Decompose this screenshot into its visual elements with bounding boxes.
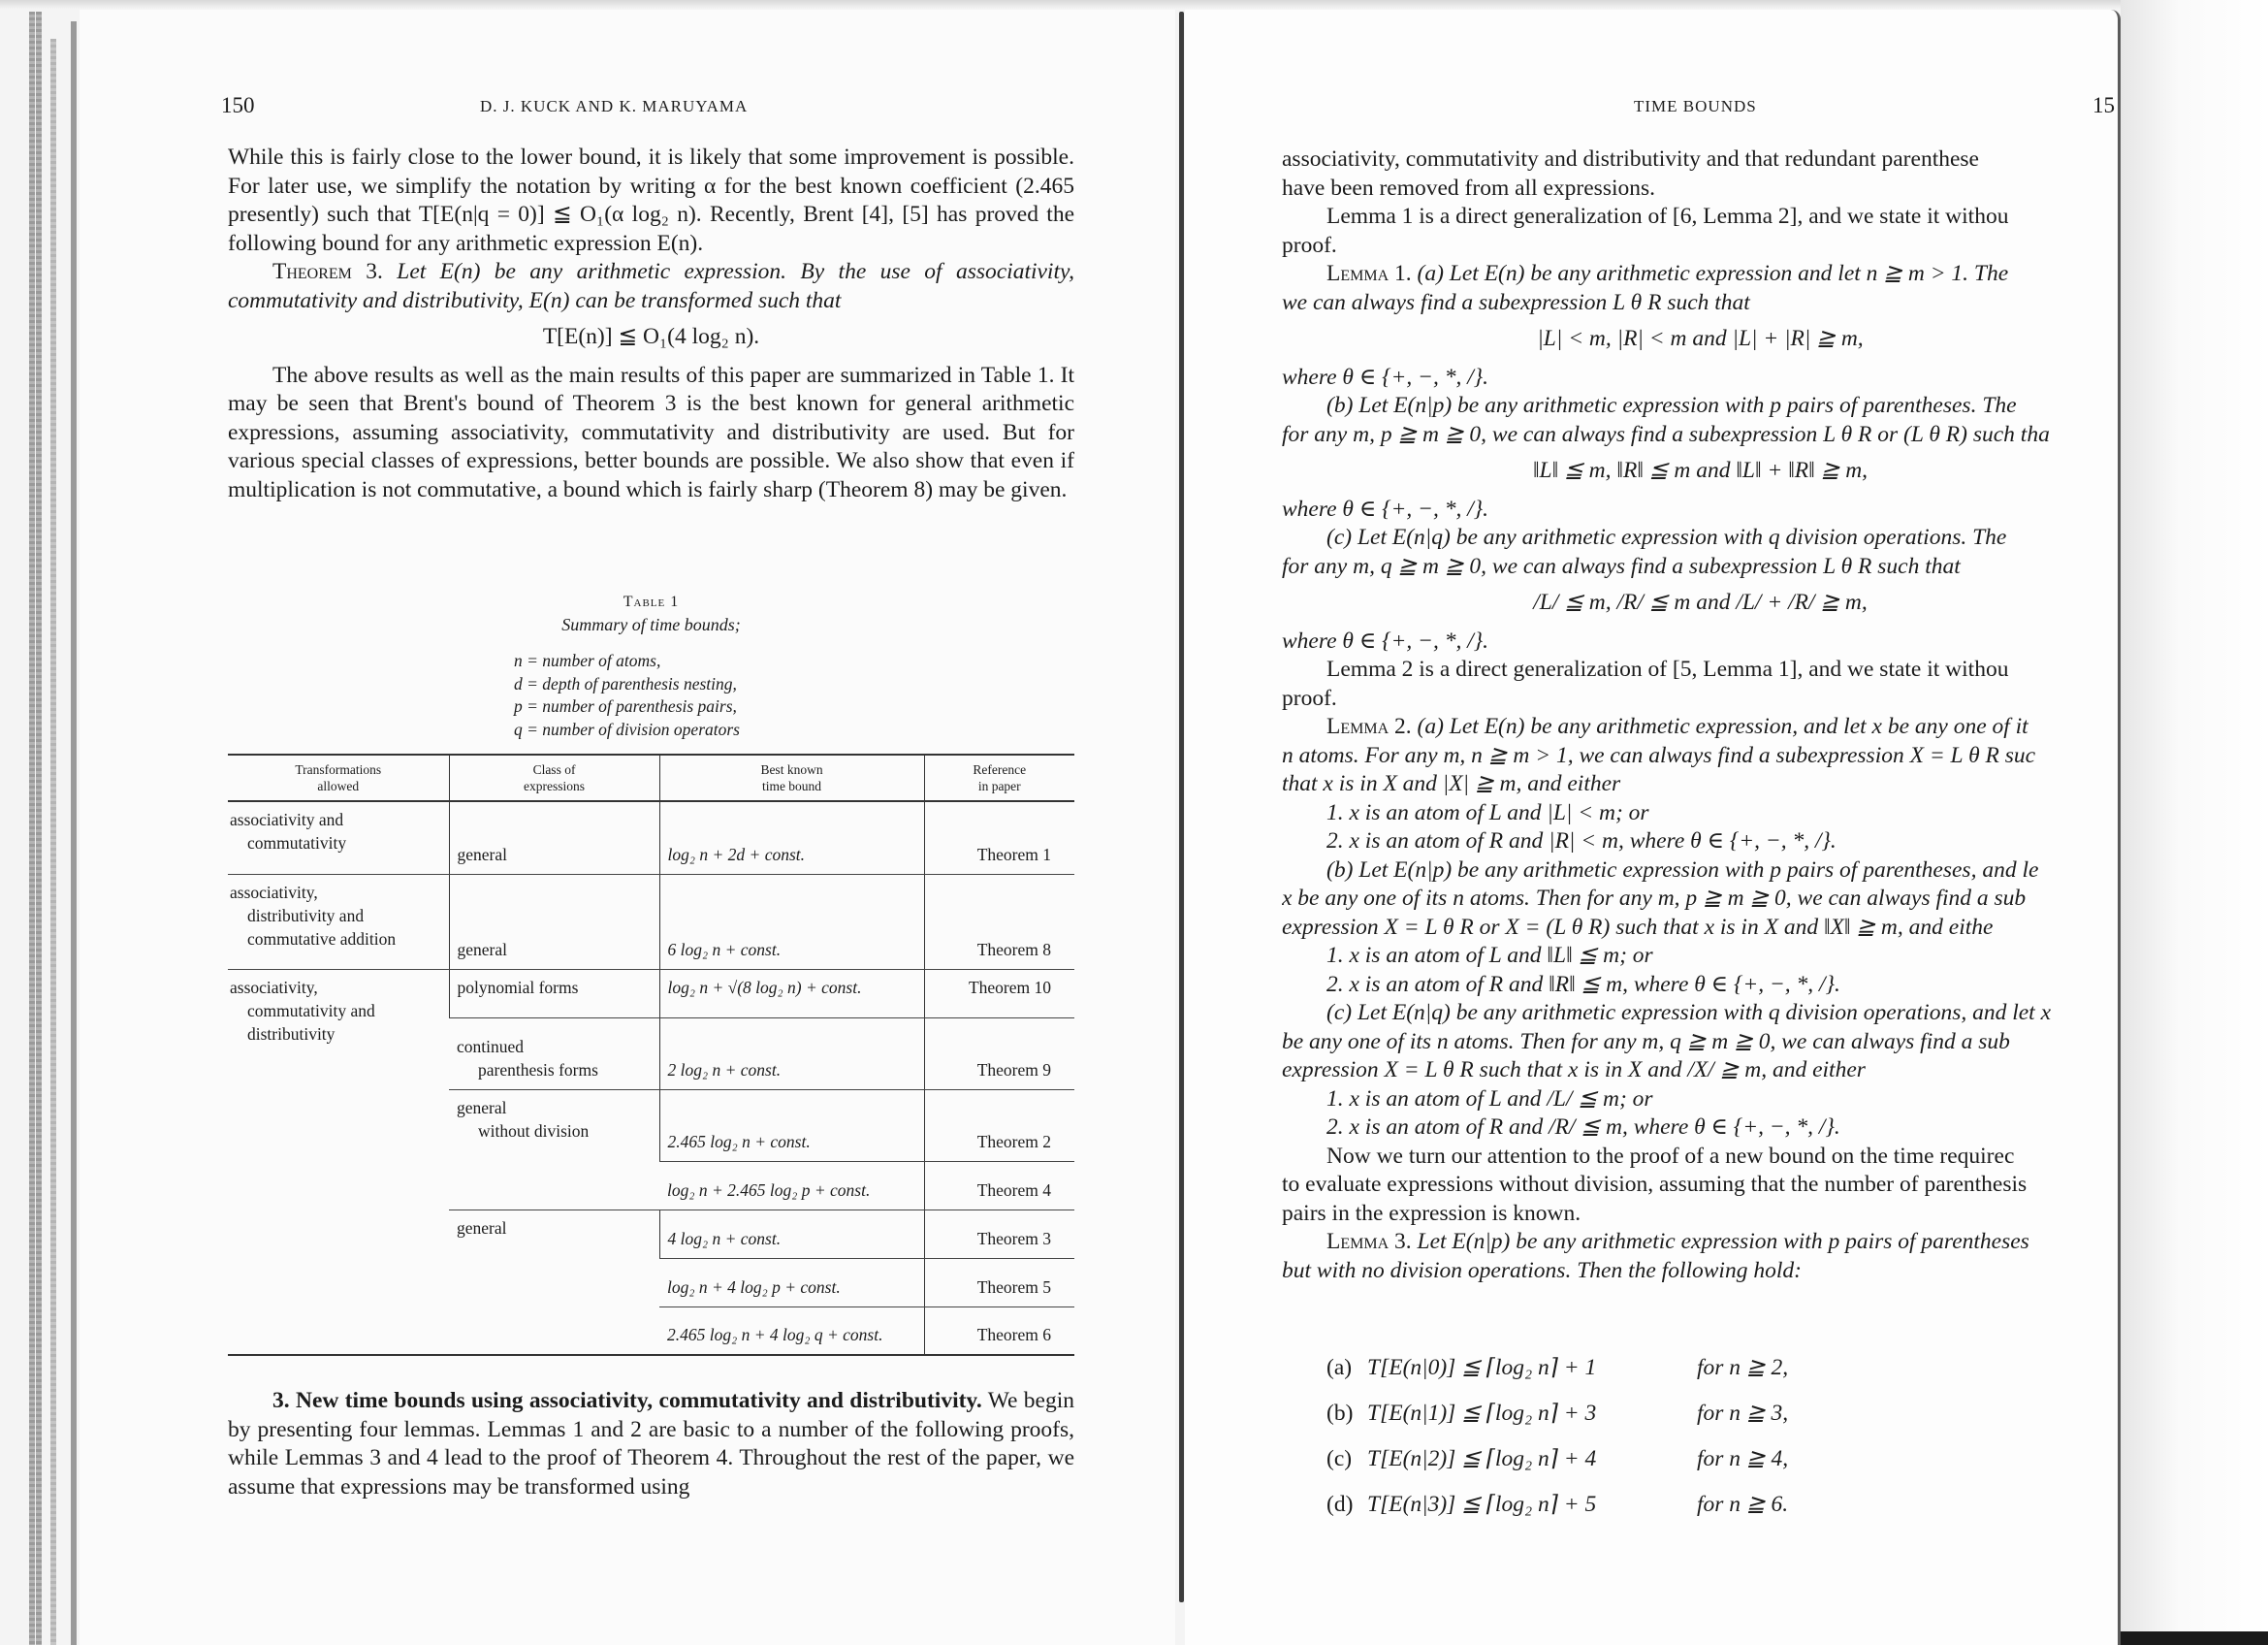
time-bounds-table (228, 754, 1074, 1356)
theorem-3 (228, 258, 1074, 315)
bound-cell: log₂ n + 2d + const. (659, 801, 924, 874)
text-line: have been removed from all expressions. (1282, 175, 1656, 201)
class-cell: general (449, 1210, 659, 1355)
theorem-text: Let E(n) be any arithmetic expression. By the use of associativity, commutativity and distributivity, E(n) can be transformed such that (228, 259, 1074, 313)
reference-cell: Theorem 5 (924, 1258, 1074, 1306)
reference-cell: Theorem 8 (924, 874, 1074, 969)
reference-cell: Theorem 1 (924, 801, 1074, 874)
table-row (228, 969, 1074, 1017)
table-label: Table 1 (623, 594, 680, 610)
text-line: proof. (1282, 232, 1337, 258)
column-header: Transformations allowed (228, 755, 449, 801)
scan-top-edge (0, 0, 2268, 10)
lemma-1: Lemma 1. (a) Let E(n) be any arithmetic expression and let n ≧ m > 1. The (1326, 261, 2009, 286)
transformations-cell: associativity, commutativity and distributivity (228, 969, 449, 1355)
bound-cell: 2 log₂ n + const. (659, 1017, 924, 1089)
class-cell: general (449, 874, 659, 969)
section-3 (228, 1387, 1074, 1501)
reference-cell: Theorem 4 (924, 1161, 1074, 1210)
left-body-top (228, 144, 1074, 504)
scan-bottom-edge (2121, 1631, 2268, 1645)
table-subtitle: Summary of time bounds; (561, 615, 741, 634)
bound-cell: log₂ n + √(8 log₂ n) + const. (659, 969, 924, 1017)
lemma-item: (c) T[E(n|2)] ≦ ⌈log₂ n⌉ + 4 for n ≧ 4, (1326, 1446, 1789, 1471)
lemma-item: (a) T[E(n|0)] ≦ ⌈log₂ n⌉ + 1 for n ≧ 2, (1326, 1355, 1789, 1380)
text-line: where θ ∈ {+, −, *, /}. (1282, 496, 1489, 522)
bound-cell: log₂ n + 2.465 log₂ p + const. (659, 1161, 924, 1210)
text-line: (b) Let E(n|p) be any arithmetic expression with p pairs of parentheses. The (1326, 393, 2017, 418)
page-gutter (1179, 12, 1184, 1602)
text-line: where θ ∈ {+, −, *, /}. (1282, 364, 1489, 390)
text-line: for any m, q ≧ m ≧ 0, we can always find a subexpression L θ R such that (1282, 553, 1961, 579)
column-header: Reference in paper (924, 755, 1074, 801)
lemma-3-items (1326, 1345, 2005, 1528)
class-cell: polynomial forms (449, 969, 659, 1017)
text-line: where θ ∈ {+, −, *, /}. (1282, 628, 1489, 654)
text-line: but with no division operations. Then the following hold: (1282, 1257, 1802, 1283)
lemma-3: Lemma 3. Let E(n|p) be any arithmetic expression with p pairs of parentheses (1326, 1229, 2029, 1254)
reference-cell: Theorem 9 (924, 1017, 1074, 1089)
text-line: 1. x is an atom of L and /L/ ≦ m; or (1326, 1085, 1653, 1112)
text-line: Lemma 2 is a direct generalization of [5, Lemma 1], and we state it withou (1326, 657, 2009, 682)
right-body (1282, 145, 2119, 1285)
table-header-row (228, 755, 1074, 801)
text-line: (c) Let E(n|q) be any arithmetic expression with q division operations. The (1326, 525, 2007, 550)
lemma-2: Lemma 2. (a) Let E(n) be any arithmetic expression, and let x be any one of it (1326, 714, 2028, 739)
text-line: 1. x is an atom of L and ‖L‖ ≦ m; or (1326, 943, 1653, 968)
transformations-cell: associativity and commutativity (228, 801, 449, 874)
class-cell: general (449, 801, 659, 874)
equation: ‖L‖ ≦ m, ‖R‖ ≦ m and ‖L‖ + ‖R‖ ≧ m, (1532, 458, 1869, 483)
reference-cell: Theorem 6 (924, 1306, 1074, 1355)
binding-strip (29, 12, 35, 1645)
reference-cell: Theorem 2 (924, 1089, 1074, 1161)
theorem-label: Theorem 3. (272, 259, 383, 284)
reference-cell: Theorem 10 (924, 969, 1074, 1017)
class-cell: continued parenthesis forms (449, 1017, 659, 1089)
binding-strip (50, 39, 56, 1645)
text-line: Now we turn our attention to the proof of a new bound on the time requirec (1326, 1143, 2015, 1169)
equation: |L| < m, |R| < m and |L| + |R| ≧ m, (1537, 326, 1864, 351)
bound-cell: log₂ n + 4 log₂ p + const. (659, 1258, 924, 1306)
definition: q = number of division operators (514, 719, 740, 739)
text-line: 2. x is an atom of R and |R| < m, where θ ∈ {+, −, *, /}. (1326, 828, 1837, 854)
text-line: to evaluate expressions without division, assuming that the number of parenthesis (1282, 1172, 2028, 1197)
bound-cell: 4 log₂ n + const. (659, 1210, 924, 1258)
text-line: for any m, p ≧ m ≧ 0, we can always find a subexpression L θ R or (L θ R) such tha (1282, 421, 2050, 447)
text-line: (c) Let E(n|q) be any arithmetic expression with q division operations, and let x (1326, 1000, 2052, 1025)
paragraph: The above results as well as the main results of this paper are summarized in Table 1. It may be seen that Brent's bound of Theorem 3 is the best known for general arithmetic expressions, assuming associativity, commutativity and distributivity are used. But for various special classes of expressions, better bounds are possible. We also show that even if multiplication is not commutative, a bound which is fairly sharp (Theorem 8) may be given. (228, 362, 1074, 502)
class-cell: general without division (449, 1089, 659, 1210)
text-line: that x is in X and |X| ≧ m, and either (1282, 771, 1621, 796)
bound-cell: 2.465 log₂ n + 4 log₂ q + const. (659, 1306, 924, 1355)
text-line: expression X = L θ R such that x is in X and /X/ ≧ m, and either (1282, 1057, 1866, 1082)
text-line: pairs in the expression is known. (1282, 1200, 1581, 1226)
bound-cell: 2.465 log₂ n + const. (659, 1089, 924, 1161)
text-line: associativity, commutativity and distributivity and that redundant parenthese (1282, 146, 1979, 172)
section-heading: 3. New time bounds using associativity, commutativity and distributivity. (272, 1388, 982, 1413)
text-line: x be any one of its n atoms. Then for any m, p ≧ m ≧ 0, we can always find a sub (1282, 886, 2027, 911)
text-line: expression X = L θ R or X = (L θ R) such that x is in X and ‖X‖ ≧ m, and eithe (1282, 914, 1994, 940)
bound-cell: 6 log₂ n + const. (659, 874, 924, 969)
section-text: We begin by presenting four lemmas. Lemmas 1 and 2 are basic to a number of the following proofs, while Lemmas 3 and 4 lead to the proof of Theorem 4. Throughout the rest of the paper, we assume that expressions may be transformed using (228, 1388, 1074, 1500)
text-line: 1. x is an atom of L and |L| < m; or (1326, 799, 1649, 825)
page-shadow (2121, 0, 2268, 1645)
table-definitions (514, 650, 740, 741)
text-line: 2. x is an atom of R and /R/ ≦ m, where θ ∈ {+, −, *, /}. (1326, 1114, 1840, 1140)
text-line: proof. (1282, 685, 1337, 711)
definition: p = number of parenthesis pairs, (514, 696, 737, 716)
definition: n = number of atoms, (514, 651, 661, 670)
table-caption (228, 594, 1074, 635)
text-line: 2. x is an atom of R and ‖R‖ ≦ m, where θ ∈ {+, −, *, /}. (1326, 971, 1840, 997)
equation: /L/ ≦ m, /R/ ≦ m and /L/ + /R/ ≧ m, (1533, 590, 1868, 615)
text-line: (b) Let E(n|p) be any arithmetic expression with p pairs of parentheses, and le (1326, 856, 2039, 883)
paragraph: While this is fairly close to the lower bound, it is likely that some improvement is possible. For later use, we simplify the notation by writing α for the best known coefficient (2.465 presently) such that T[E(n|q = 0)] ≦ O₁(α log₂ n). Recently, Brent [4], [5] has proved the following bound for any arithmetic expression E(n). (228, 145, 1074, 256)
transformations-cell: associativity, distributivity and commutative addition (228, 874, 449, 969)
text-line: we can always find a subexpression L θ R such that (1282, 289, 1750, 315)
table-row (228, 874, 1074, 969)
theorem-formula: T[E(n)] ≦ O₁(4 log₂ n). (542, 324, 760, 349)
lemma-item: (b) T[E(n|1)] ≦ ⌈log₂ n⌉ + 3 for n ≧ 3, (1326, 1401, 1789, 1426)
reference-cell: Theorem 3 (924, 1210, 1074, 1258)
binding-strip (71, 21, 77, 1645)
definition: d = depth of parenthesis nesting, (514, 673, 737, 693)
column-header: Class of expressions (449, 755, 659, 801)
right-page-number: 15 (2092, 93, 2115, 117)
table-row (228, 801, 1074, 874)
binding-strip (36, 12, 42, 1645)
text-line: Lemma 1 is a direct generalization of [6, Lemma 2], and we state it withou (1326, 204, 2009, 229)
left-running-head: D. J. KUCK AND K. MARUYAMA (480, 97, 749, 115)
column-header: Best known time bound (659, 755, 924, 801)
lemma-item: (d) T[E(n|3)] ≦ ⌈log₂ n⌉ + 5 for n ≧ 6. (1326, 1492, 1789, 1517)
left-page-number: 150 (221, 93, 255, 117)
right-running-head: TIME BOUNDS (1634, 97, 1757, 115)
text-line: be any one of its n atoms. Then for any m, q ≧ m ≧ 0, we can always find a sub (1282, 1028, 2010, 1054)
text-line: n atoms. For any m, n ≧ m > 1, we can always find a subexpression X = L θ R suc (1282, 742, 2036, 768)
